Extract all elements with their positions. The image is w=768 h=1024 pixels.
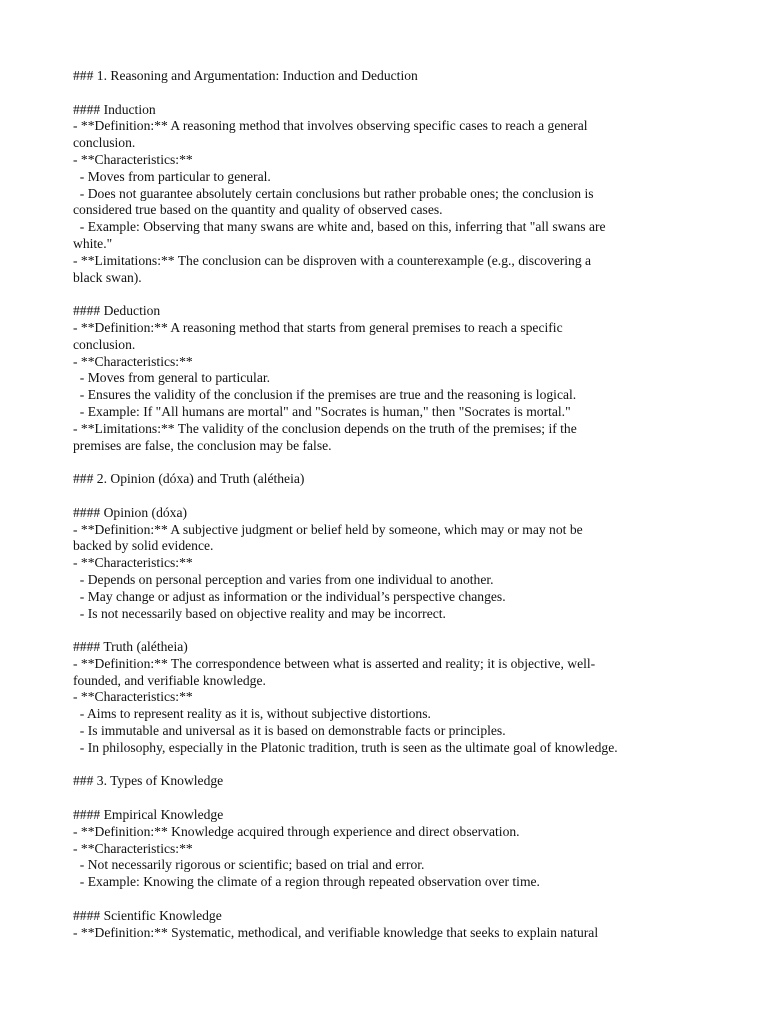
- section-heading: ### 2. Opinion (dóxa) and Truth (alétheia): [73, 471, 305, 487]
- text-line: premises are false, the conclusion may be false.: [73, 437, 332, 453]
- sub-bullet-line: - Example: Knowing the climate of a region through repeated observation over time.: [73, 874, 540, 890]
- bullet-line: - **Definition:** Systematic, methodical, and verifiable knowledge that seeks to explain natural: [73, 924, 599, 940]
- sub-bullet-line: - Example: If "All humans are mortal" and "Socrates is human," then "Socrates is mortal.": [73, 403, 571, 419]
- blank-line: [73, 757, 703, 774]
- subsection-heading: #### Deduction: [73, 303, 161, 319]
- sub-bullet-line: - Not necessarily rigorous or scientific; based on trial and error.: [73, 857, 425, 873]
- blank-line: [73, 622, 703, 639]
- sub-bullet-line: - May change or adjust as information or the individual’s perspective changes.: [73, 588, 506, 604]
- subsection-heading: #### Opinion (dóxa): [73, 504, 188, 520]
- bullet-line: - **Limitations:** The validity of the conclusion depends on the truth of the premises; if the: [73, 420, 577, 436]
- bullet-line: - **Definition:** The correspondence between what is asserted and reality; it is objective, well-: [73, 655, 596, 671]
- text-line: founded, and verifiable knowledge.: [73, 672, 266, 688]
- sub-bullet-line: - Aims to represent reality as it is, without subjective distortions.: [73, 706, 431, 722]
- sub-bullet-line: - Moves from particular to general.: [73, 168, 271, 184]
- section-heading: ### 1. Reasoning and Argumentation: Induction and Deduction: [73, 68, 418, 83]
- text-line: white.": [73, 235, 113, 251]
- bullet-line: - **Definition:** A reasoning method that starts from general premises to reach a specific: [73, 319, 563, 335]
- bullet-line: - **Characteristics:**: [73, 353, 193, 369]
- bullet-line: - **Definition:** Knowledge acquired through experience and direct observation.: [73, 823, 520, 839]
- sub-bullet-line: - Moves from general to particular.: [73, 370, 271, 386]
- section-heading: ### 3. Types of Knowledge: [73, 773, 224, 789]
- bullet-line: - **Characteristics:**: [73, 555, 193, 571]
- bullet-line: - **Characteristics:**: [73, 840, 193, 856]
- bullet-line: - **Definition:** A reasoning method that involves observing specific cases to reach a general: [73, 118, 588, 134]
- blank-line: [73, 488, 703, 505]
- sub-bullet-line: - Example: Observing that many swans are white and, based on this, inferring that "all swans are: [73, 219, 606, 235]
- bullet-line: - **Limitations:** The conclusion can be disproven with a counterexample (e.g., discovering a: [73, 252, 592, 268]
- bullet-line: - **Characteristics:**: [73, 689, 193, 705]
- sub-bullet-line: - Does not guarantee absolutely certain conclusions but rather probable ones; the conclusion is: [73, 185, 594, 201]
- text-line: considered true based on the quantity and quality of observed cases.: [73, 202, 443, 218]
- text-line: conclusion.: [73, 135, 136, 151]
- bullet-line: - **Characteristics:**: [73, 151, 193, 167]
- text-line: backed by solid evidence.: [73, 538, 214, 554]
- sub-bullet-line: - Depends on personal perception and varies from one individual to another.: [73, 571, 494, 587]
- blank-line: [73, 454, 703, 471]
- bullet-line: - **Definition:** A subjective judgment or belief held by someone, which may or may not be: [73, 521, 583, 537]
- blank-line: [73, 790, 703, 807]
- sub-bullet-line: - Is not necessarily based on objective reality and may be incorrect.: [73, 605, 446, 621]
- subsection-heading: #### Scientific Knowledge: [73, 907, 222, 923]
- text-line: black swan).: [73, 269, 142, 285]
- sub-bullet-line: - In philosophy, especially in the Platonic tradition, truth is seen as the ultimate goal of knowledge.: [73, 739, 618, 755]
- sub-bullet-line: - Ensures the validity of the conclusion if the premises are true and the reasoning is logical.: [73, 387, 577, 403]
- subsection-heading: #### Induction: [73, 101, 156, 117]
- sub-bullet-line: - Is immutable and universal as it is based on demonstrable facts or principles.: [73, 723, 506, 739]
- blank-line: [73, 286, 703, 303]
- subsection-heading: #### Truth (alétheia): [73, 639, 188, 655]
- blank-line: [73, 891, 703, 908]
- text-line: conclusion.: [73, 336, 136, 352]
- document-page: [73, 68, 703, 941]
- blank-line: [73, 85, 703, 102]
- subsection-heading: #### Empirical Knowledge: [73, 807, 224, 823]
